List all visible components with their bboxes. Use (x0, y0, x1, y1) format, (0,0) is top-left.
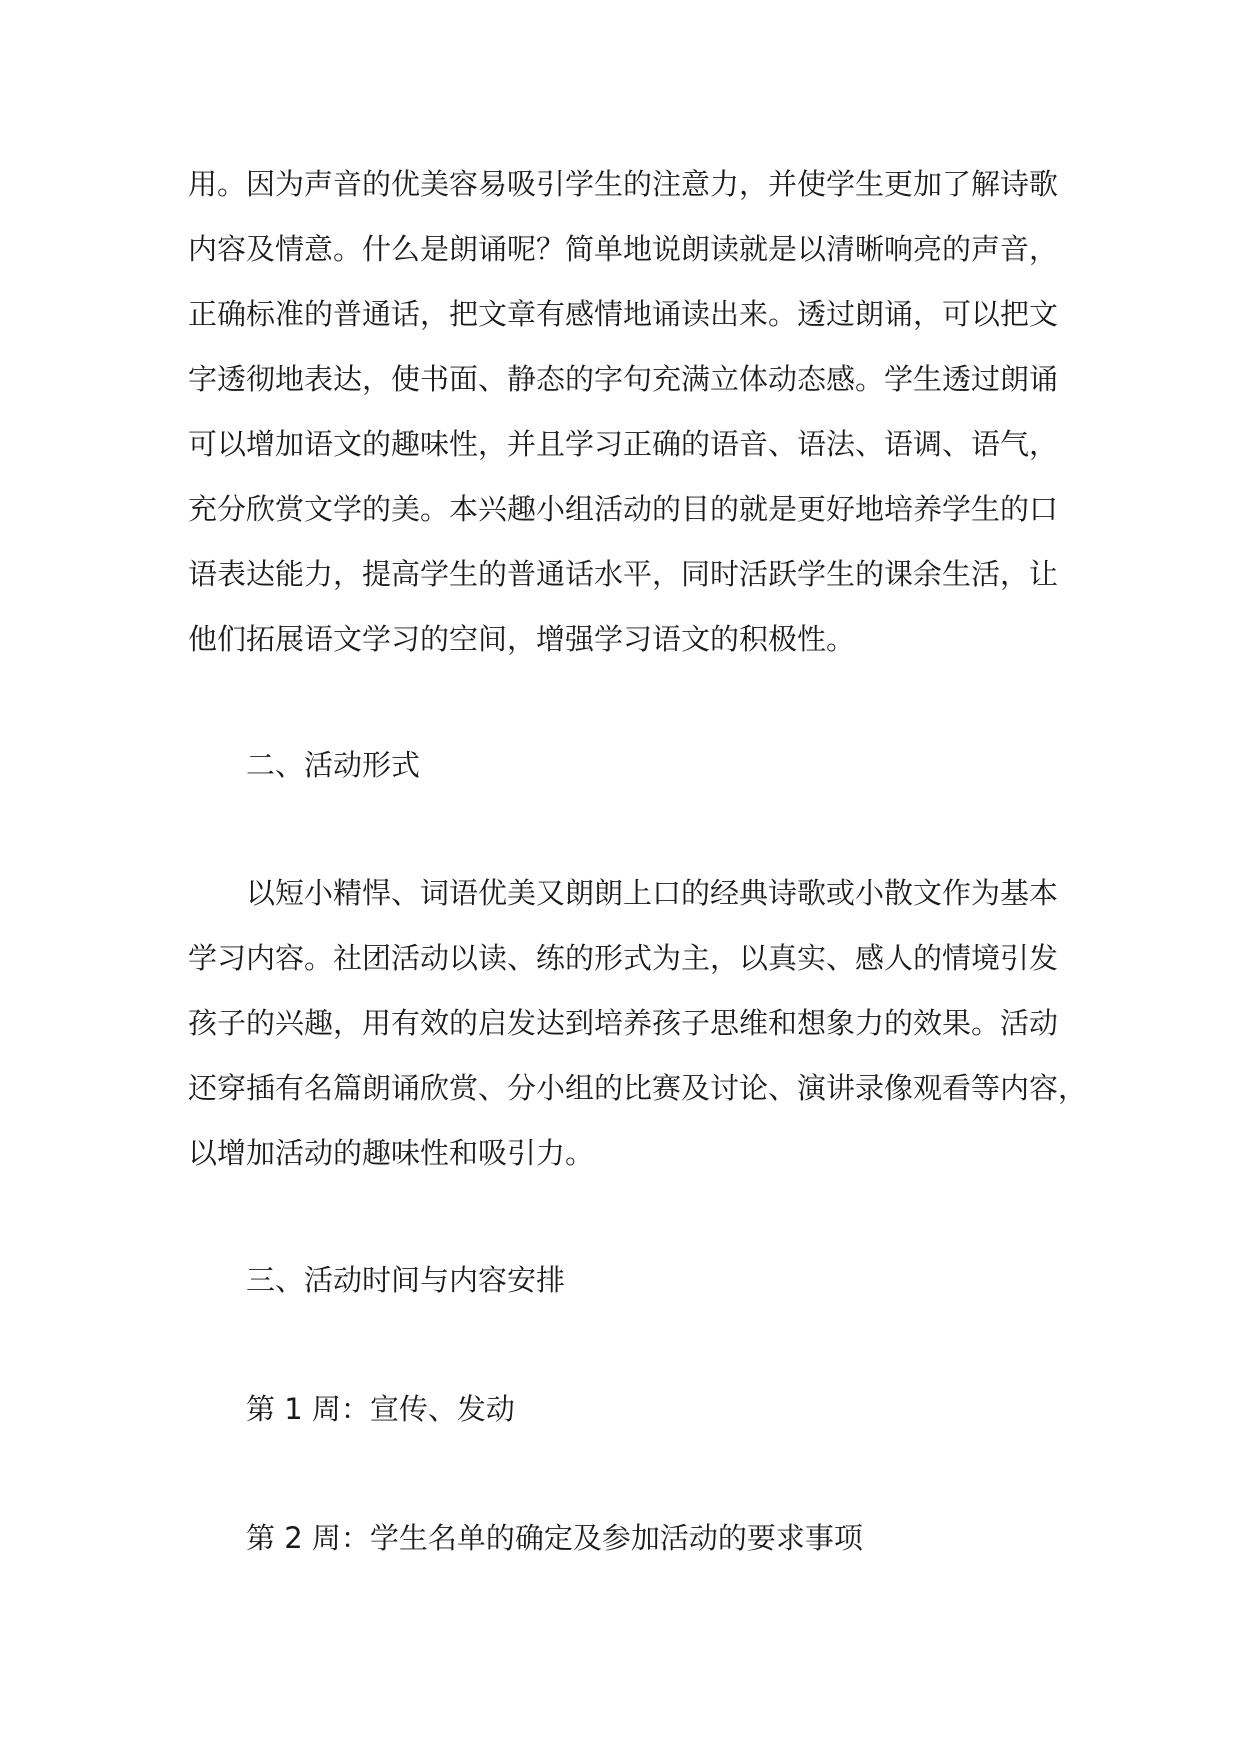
paragraph-line: 可以增加语文的趣味性，并且学习正确的语音、语法、语调、语气， (188, 427, 1059, 461)
schedule-week-1: 第 1 周：宣传、发动 (246, 1392, 515, 1426)
paragraph-line: 内容及情意。什么是朗诵呢？简单地说朗读就是以清晰响亮的声音， (188, 232, 1059, 266)
paragraph-line: 正确标准的普通话，把文章有感情地诵读出来。透过朗诵，可以把文 (188, 297, 1059, 331)
section-heading-3: 三、活动时间与内容安排 (246, 1263, 566, 1297)
paragraph-line: 以短小精悍、词语优美又朗朗上口的经典诗歌或小散文作为基本 (246, 876, 1059, 910)
paragraph-line: 充分欣赏文学的美。本兴趣小组活动的目的就是更好地培养学生的口 (188, 492, 1059, 526)
section-heading-2: 二、活动形式 (246, 748, 421, 782)
paragraph-line: 用。因为声音的优美容易吸引学生的注意力，并使学生更加了解诗歌 (188, 167, 1059, 201)
paragraph-line: 还穿插有名篇朗诵欣赏、分小组的比赛及讨论、演讲录像观看等内容， (188, 1071, 1088, 1105)
paragraph-line: 学习内容。社团活动以读、练的形式为主，以真实、感人的情境引发 (188, 941, 1059, 975)
paragraph-line: 以增加活动的趣味性和吸引力。 (188, 1136, 595, 1170)
paragraph-line: 孩子的兴趣，用有效的启发达到培养孩子思维和想象力的效果。活动 (188, 1006, 1059, 1040)
paragraph-line: 他们拓展语文学习的空间，增强学习语文的积极性。 (188, 622, 856, 656)
paragraph-line: 字透彻地表达，使书面、静态的字句充满立体动态感。学生透过朗诵 (188, 362, 1059, 396)
paragraph-line: 语表达能力，提高学生的普通话水平，同时活跃学生的课余生活，让 (188, 557, 1059, 591)
schedule-week-2: 第 2 周：学生名单的确定及参加活动的要求事项 (246, 1521, 863, 1555)
